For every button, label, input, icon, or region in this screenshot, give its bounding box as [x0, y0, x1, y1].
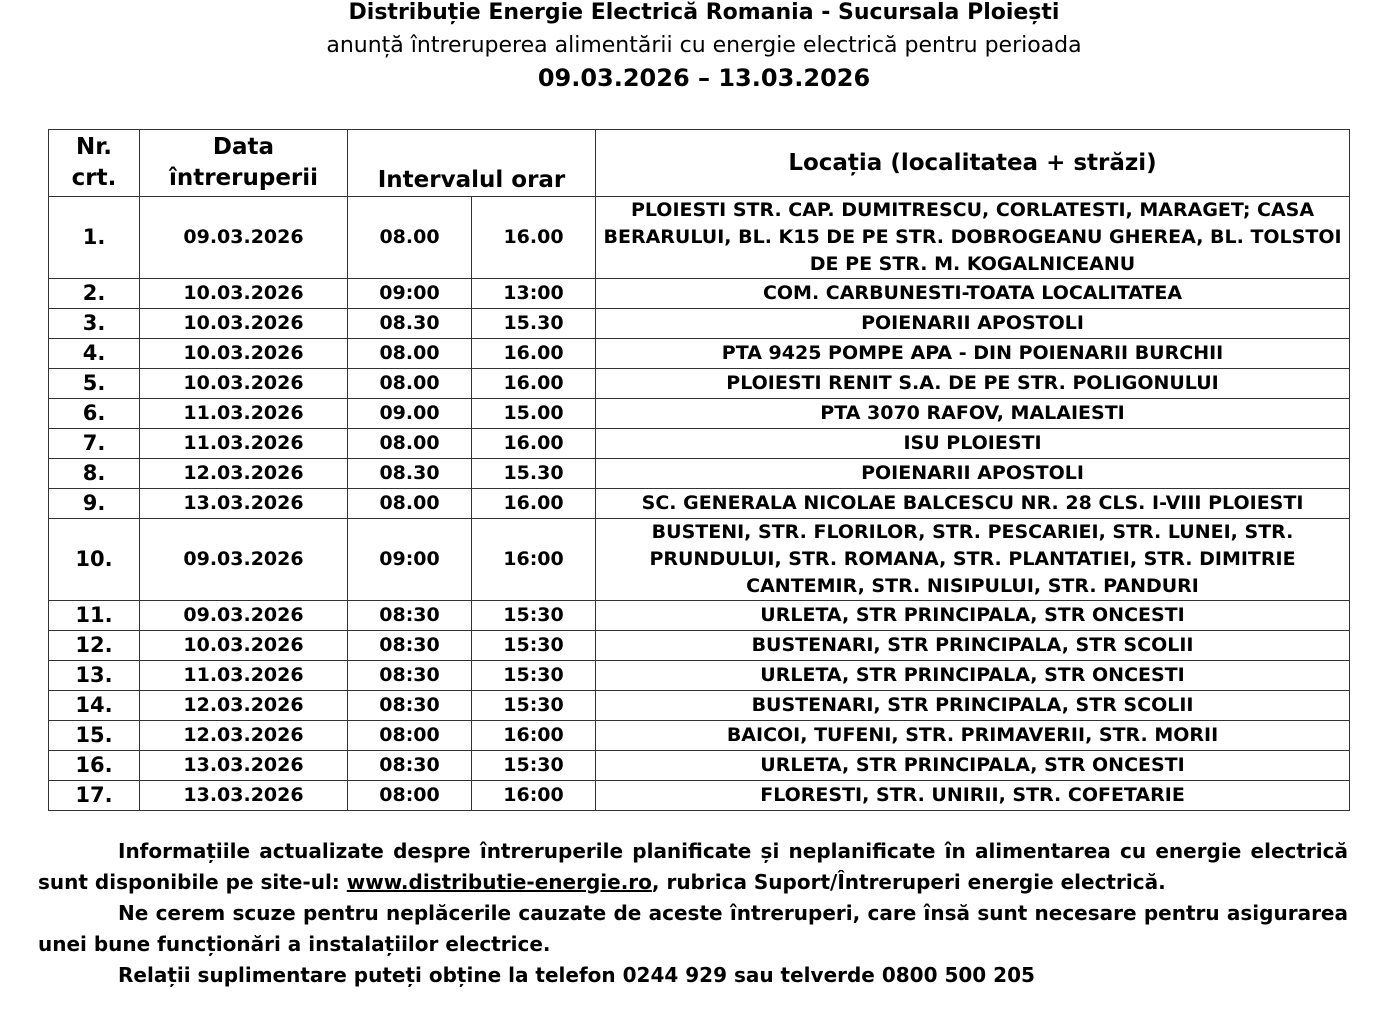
row-date: 13.03.2026: [140, 751, 348, 781]
row-end: 16.00: [472, 489, 596, 519]
row-end: 16:00: [472, 781, 596, 811]
row-nr: 16.: [49, 751, 140, 781]
row-nr: 4.: [49, 339, 140, 369]
row-date: 09.03.2026: [140, 601, 348, 631]
row-date: 13.03.2026: [140, 781, 348, 811]
row-nr: 17.: [49, 781, 140, 811]
table-row: [49, 519, 1350, 601]
row-nr: 5.: [49, 369, 140, 399]
row-end: 15.00: [472, 399, 596, 429]
row-start: 08.30: [348, 309, 472, 339]
row-end: 15.30: [472, 459, 596, 489]
row-start: 09.00: [348, 399, 472, 429]
row-date: 13.03.2026: [140, 489, 348, 519]
page-title: Distribuție Energie Electrică Romania - Sucursala Ploiești: [348, 0, 1060, 25]
row-nr: 14.: [49, 691, 140, 721]
table-row: [49, 429, 1350, 459]
table-row: [49, 661, 1350, 691]
row-nr: 15.: [49, 721, 140, 751]
row-start: 08.00: [348, 339, 472, 369]
table-row: [49, 309, 1350, 339]
table-row: [49, 631, 1350, 661]
row-location: PTA 9425 POMPE APA - DIN POIENARII BURCHII: [596, 339, 1350, 369]
table-row: [49, 339, 1350, 369]
row-end: 16:00: [472, 721, 596, 751]
row-end: 16.00: [472, 197, 596, 279]
col-nr: Nr. crt.: [49, 130, 140, 197]
row-end: 15:30: [472, 691, 596, 721]
row-location: ISU PLOIESTI: [596, 429, 1350, 459]
row-date: 09.03.2026: [140, 197, 348, 279]
row-date: 10.03.2026: [140, 339, 348, 369]
row-location: SC. GENERALA NICOLAE BALCESCU NR. 28 CLS. I-VIII PLOIESTI: [596, 489, 1350, 519]
row-location: COM. CARBUNESTI-TOATA LOCALITATEA: [596, 279, 1350, 309]
row-nr: 2.: [49, 279, 140, 309]
row-nr: 11.: [49, 601, 140, 631]
table-row: [49, 601, 1350, 631]
note-apology: Ne cerem scuze pentru neplăcerile cauzate de aceste întreruperi, care însă sunt necesare pentru asigurarea unei bune funcționări a instalațiilor electrice.: [38, 901, 1348, 956]
row-start: 08.00: [348, 429, 472, 459]
row-location: PLOIESTI STR. CAP. DUMITRESCU, CORLATESTI, MARAGET; CASA BERARULUI, BL. K15 DE PE STR. DOBROGEANU GHEREA, BL. TOLSTOI DE PE STR. M. KOGALNICEANU: [596, 197, 1350, 279]
row-end: 15:30: [472, 601, 596, 631]
row-end: 16:00: [472, 519, 596, 601]
row-start: 08.00: [348, 369, 472, 399]
row-location: FLORESTI, STR. UNIRII, STR. COFETARIE: [596, 781, 1350, 811]
row-end: 16.00: [472, 339, 596, 369]
col-interval: Intervalul orar: [348, 130, 596, 197]
row-nr: 9.: [49, 489, 140, 519]
row-location: URLETA, STR PRINCIPALA, STR ONCESTI: [596, 601, 1350, 631]
row-date: 12.03.2026: [140, 459, 348, 489]
row-start: 08:30: [348, 751, 472, 781]
row-nr: 6.: [49, 399, 140, 429]
row-start: 09:00: [348, 279, 472, 309]
row-date: 11.03.2026: [140, 661, 348, 691]
table-row: [49, 721, 1350, 751]
row-start: 08:30: [348, 661, 472, 691]
row-start: 08:30: [348, 631, 472, 661]
row-end: 15:30: [472, 661, 596, 691]
row-start: 08.30: [348, 459, 472, 489]
website-link[interactable]: www.distributie-energie.ro: [346, 870, 652, 894]
row-nr: 3.: [49, 309, 140, 339]
note-info: Informațiile actualizate despre întreruperile planificate și neplanificate în alimentarea cu energie electrică sunt disponibile pe site-ul: www.distributie-energie.ro, rubrica Suport/Întreruperi energie electrică.: [38, 839, 1348, 894]
row-end: 15:30: [472, 751, 596, 781]
outage-table: [48, 129, 1350, 811]
table-row: [49, 781, 1350, 811]
table-header: [49, 130, 1350, 197]
row-location: BAICOI, TUFENI, STR. PRIMAVERII, STR. MORII: [596, 721, 1350, 751]
row-location: BUSTENARI, STR PRINCIPALA, STR SCOLII: [596, 691, 1350, 721]
notes: [38, 836, 1348, 991]
table-row: [49, 751, 1350, 781]
row-date: 09.03.2026: [140, 519, 348, 601]
row-date: 12.03.2026: [140, 691, 348, 721]
page-subtitle: anunță întreruperea alimentării cu energie electrică pentru perioada: [326, 33, 1082, 58]
table-row: [49, 691, 1350, 721]
row-date: 11.03.2026: [140, 429, 348, 459]
table-row: [49, 197, 1350, 279]
row-location: URLETA, STR PRINCIPALA, STR ONCESTI: [596, 661, 1350, 691]
row-end: 16.00: [472, 429, 596, 459]
row-start: 09:00: [348, 519, 472, 601]
row-start: 08.00: [348, 489, 472, 519]
row-end: 15:30: [472, 631, 596, 661]
row-nr: 7.: [49, 429, 140, 459]
period: 09.03.2026 – 13.03.2026: [537, 64, 871, 92]
row-start: 08:30: [348, 601, 472, 631]
row-end: 13:00: [472, 279, 596, 309]
row-start: 08.00: [348, 197, 472, 279]
row-end: 15.30: [472, 309, 596, 339]
col-date: Data întreruperii: [140, 130, 348, 197]
row-nr: 12.: [49, 631, 140, 661]
row-date: 10.03.2026: [140, 279, 348, 309]
row-date: 12.03.2026: [140, 721, 348, 751]
row-location: POIENARII APOSTOLI: [596, 309, 1350, 339]
row-nr: 8.: [49, 459, 140, 489]
row-location: POIENARII APOSTOLI: [596, 459, 1350, 489]
table-row: [49, 399, 1350, 429]
row-start: 08:30: [348, 691, 472, 721]
row-end: 16.00: [472, 369, 596, 399]
row-date: 10.03.2026: [140, 309, 348, 339]
row-nr: 13.: [49, 661, 140, 691]
table-row: [49, 369, 1350, 399]
row-nr: 1.: [49, 197, 140, 279]
row-nr: 10.: [49, 519, 140, 601]
note-contact: Relații suplimentare puteți obține la telefon 0244 929 sau telverde 0800 500 205: [118, 963, 1035, 987]
table-row: [49, 279, 1350, 309]
row-date: 11.03.2026: [140, 399, 348, 429]
row-date: 10.03.2026: [140, 369, 348, 399]
row-date: 10.03.2026: [140, 631, 348, 661]
row-start: 08:00: [348, 721, 472, 751]
row-location: BUSTENARI, STR PRINCIPALA, STR SCOLII: [596, 631, 1350, 661]
row-start: 08:00: [348, 781, 472, 811]
col-location: Locația (localitatea + străzi): [596, 130, 1350, 197]
row-location: PTA 3070 RAFOV, MALAIESTI: [596, 399, 1350, 429]
table-row: [49, 489, 1350, 519]
row-location: PLOIESTI RENIT S.A. DE PE STR. POLIGONULUI: [596, 369, 1350, 399]
table-row: [49, 459, 1350, 489]
row-location: BUSTENI, STR. FLORILOR, STR. PESCARIEI, STR. LUNEI, STR. PRUNDULUI, STR. ROMANA, STR. PLANTATIEI, STR. DIMITRIE CANTEMIR, STR. NISIPULUI, STR. PANDURI: [596, 519, 1350, 601]
row-location: URLETA, STR PRINCIPALA, STR ONCESTI: [596, 751, 1350, 781]
